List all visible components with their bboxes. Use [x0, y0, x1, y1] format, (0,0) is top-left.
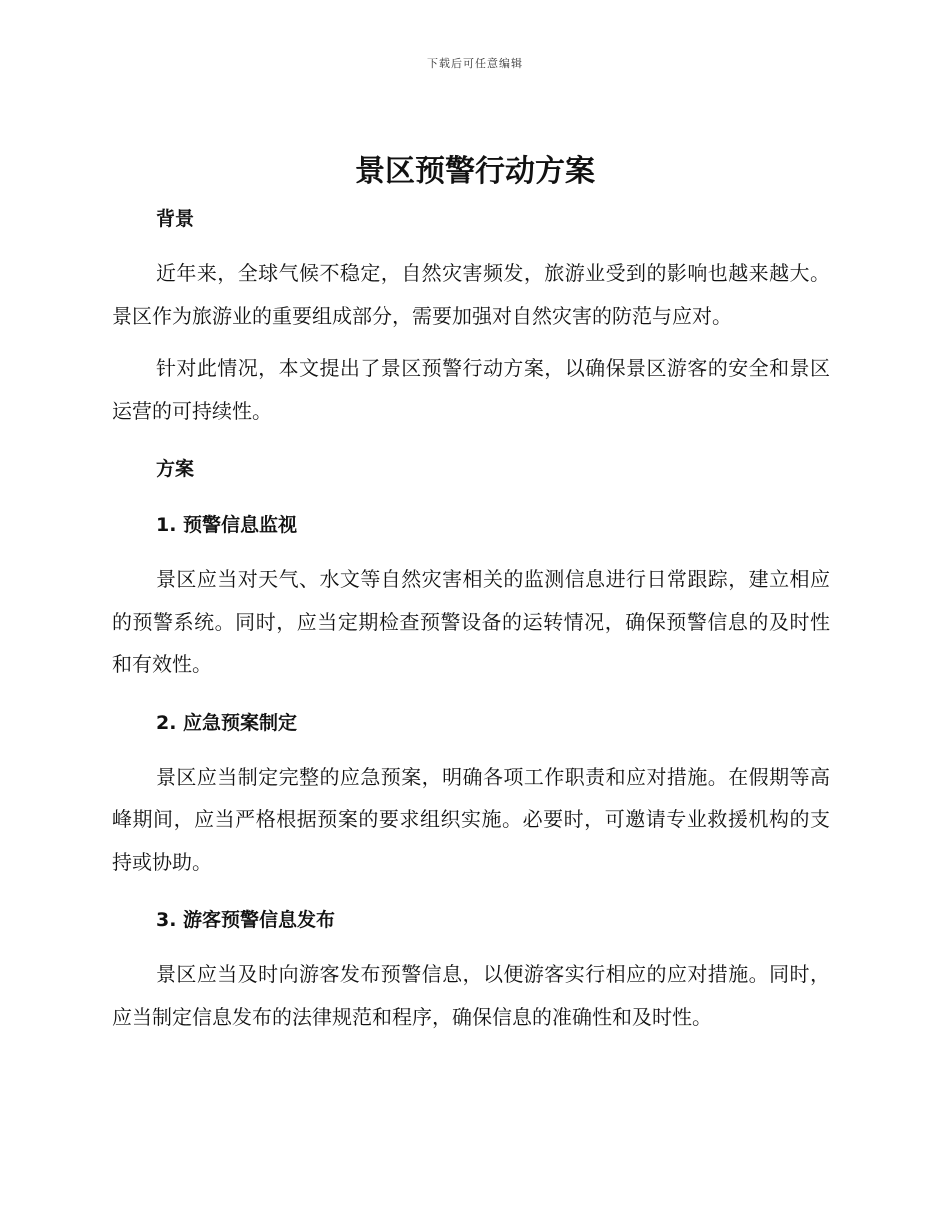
item3-heading: 3. 游客预警信息发布 [156, 909, 336, 931]
item2-paragraph: 景区应当制定完整的应急预案，明确各项工作职责和应对措施。在假期等高峰期间，应当严格根据预案的要求组织实施。必要时，可邀请专业救援机构的支持或协助。 [112, 764, 830, 874]
header-note: 下载后可任意编辑 [427, 57, 523, 70]
background-heading: 背景 [156, 208, 195, 230]
background-paragraph-2: 针对此情况，本文提出了景区预警行动方案，以确保景区游客的安全和景区运营的可持续性。 [112, 356, 830, 423]
item1-heading: 1. 预警信息监视 [156, 514, 298, 536]
item3-paragraph: 景区应当及时向游客发布预警信息，以便游客实行相应的应对措施。同时，应当制定信息发布的法律规范和程序，确保信息的准确性和及时性。 [112, 962, 830, 1029]
background-paragraph-1: 近年来，全球气候不稳定，自然灾害频发，旅游业受到的影响也越来越大。景区作为旅游业的重要组成部分，需要加强对自然灾害的防范与应对。 [112, 261, 830, 328]
item2-heading: 2. 应急预案制定 [156, 711, 298, 734]
document-title: 景区预警行动方案 [355, 154, 595, 189]
document-body [112, 200, 830, 1038]
item1-paragraph: 景区应当对天气、水文等自然灾害相关的监测信息进行日常跟踪，建立相应的预警系统。同时，应当定期检查预警设备的运转情况，确保预警信息的及时性和有效性。 [112, 567, 830, 676]
plan-heading: 方案 [156, 458, 195, 480]
